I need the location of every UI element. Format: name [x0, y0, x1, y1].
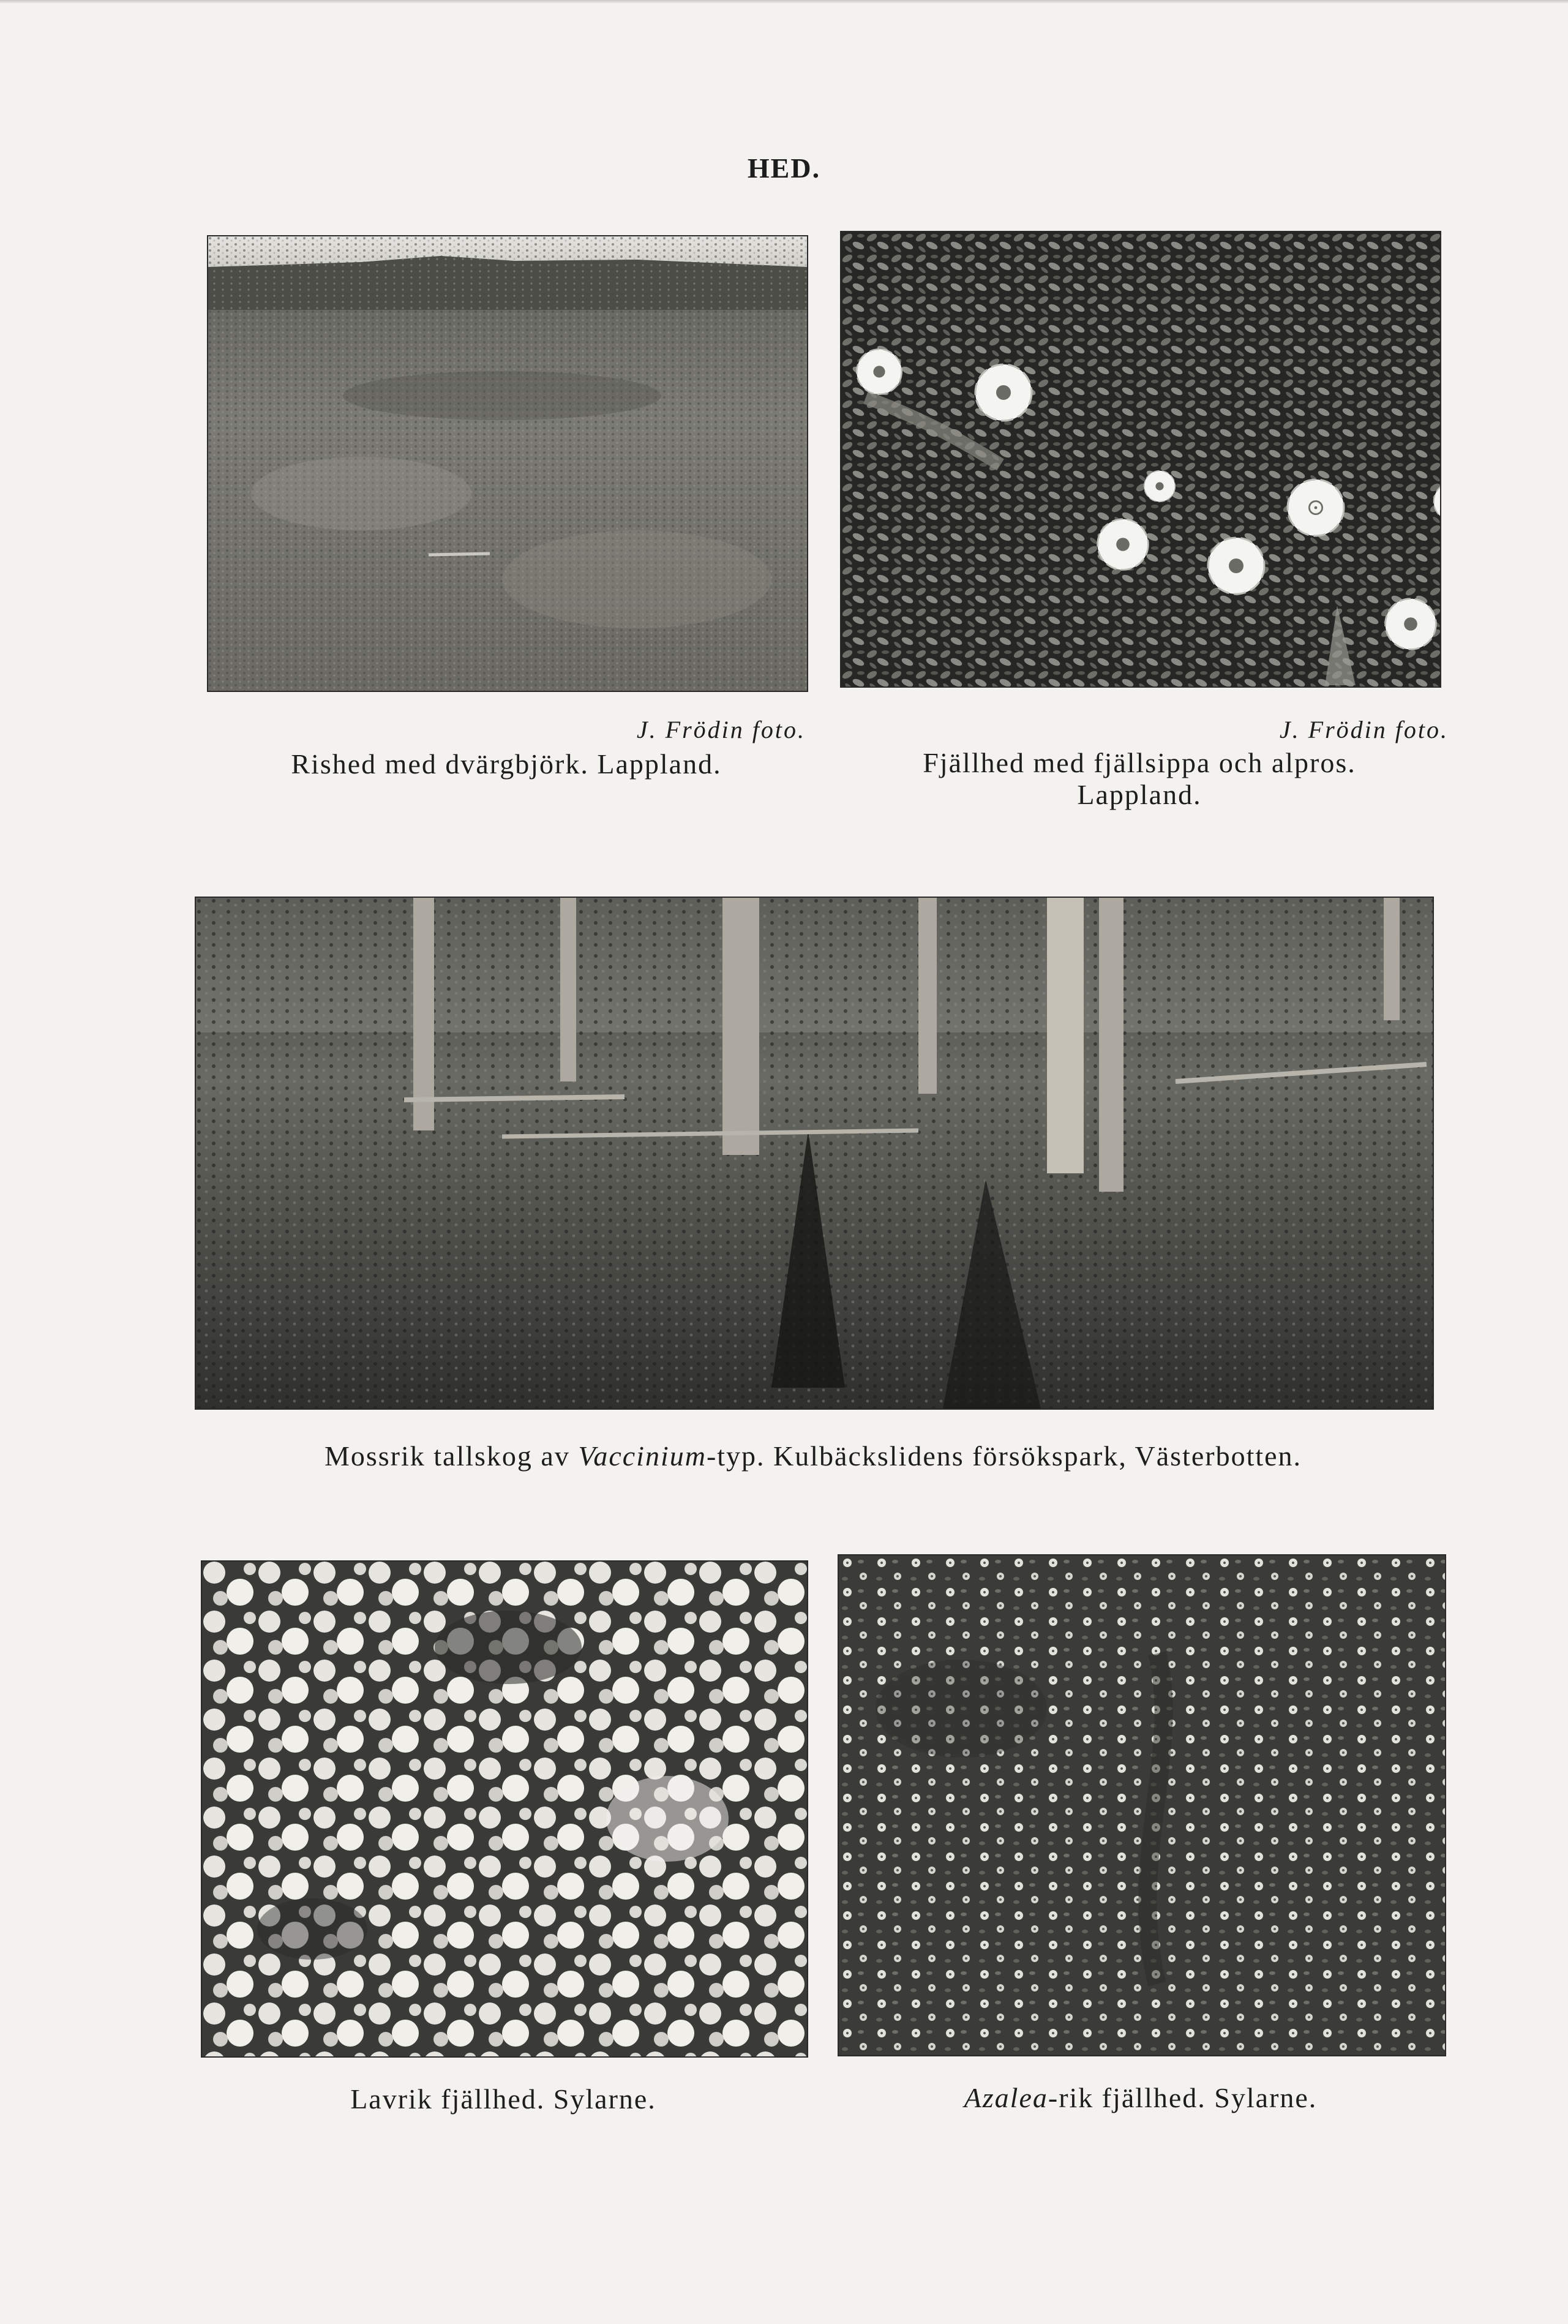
caption-lavrik: Lavrik fjällhed. Sylarne.: [350, 2083, 656, 2115]
photo-credit-fjallhed: J. Frödin foto.: [1279, 716, 1449, 743]
caption-azalea: [838, 2082, 1444, 2114]
pine-forest-image: [196, 898, 1433, 1408]
flowers-image: [841, 232, 1440, 686]
photo-fjallhed-flowers: [840, 231, 1441, 688]
lichen-image: [202, 1562, 807, 2056]
caption-rished: Rished med dvärgbjörk. Lappland.: [291, 748, 722, 780]
photo-azalea-heath: [838, 1554, 1446, 2056]
caption-azalea-post: -rik fjällhed. Sylarne.: [1048, 2082, 1318, 2113]
caption-tallskog-post: -typ. Kulbäckslidens försökspark, Västerbotten.: [706, 1440, 1302, 1472]
photo-rished-heath: [207, 235, 808, 692]
heath-landscape-image: [208, 236, 807, 691]
photo-lavrik-lichen: [201, 1560, 808, 2058]
caption-fjallhed-line2: Lappland.: [1077, 779, 1202, 810]
photo-tallskog-forest: [195, 897, 1434, 1410]
caption-tallskog: [195, 1440, 1431, 1472]
caption-tallskog-pre: Mossrik tallskog av: [324, 1440, 579, 1472]
caption-azalea-italic: Azalea: [964, 2082, 1048, 2113]
page-title: HED.: [747, 152, 821, 184]
caption-fjallhed-line1: Fjällhed med fjällsippa och alpros.: [923, 747, 1356, 778]
azalea-image: [839, 1555, 1445, 2055]
photo-credit-rished: J. Frödin foto.: [636, 716, 806, 743]
page-edge: [0, 0, 1568, 4]
caption-tallskog-italic: Vaccinium: [578, 1440, 707, 1472]
